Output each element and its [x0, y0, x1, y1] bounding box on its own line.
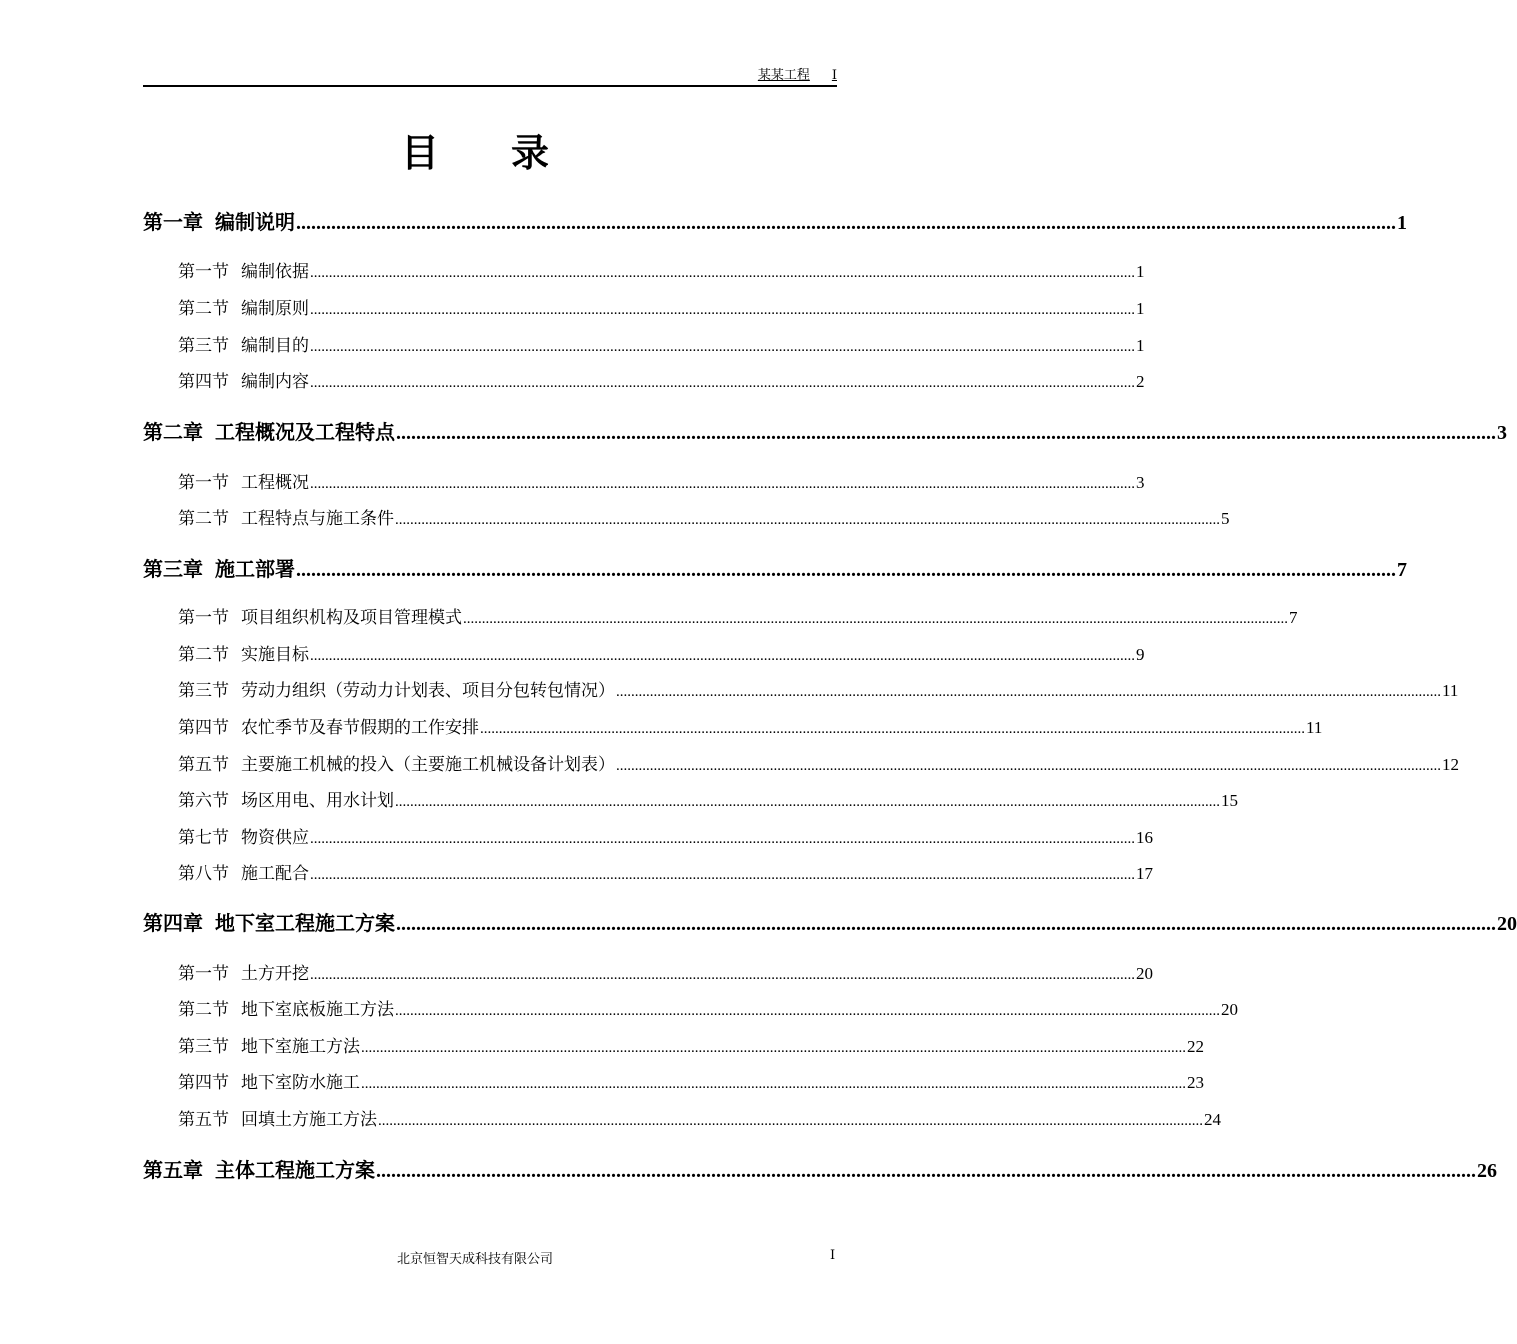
toc-entry-page: 15	[1221, 791, 1238, 810]
toc-entry-page: 26	[1477, 1160, 1497, 1182]
toc-leader-dots: ............................................................................................................................................................................................................................	[310, 375, 1135, 391]
toc-entry-section[interactable]	[143, 259, 1145, 285]
toc-entry-label	[178, 506, 394, 532]
toc-entry-chapter-1[interactable]	[143, 207, 1407, 237]
toc-leader-dots: ............................................................................................................................................................................................................................	[361, 1076, 1186, 1092]
toc-entry-page: 1	[1136, 336, 1145, 355]
toc-entry-title: 工程概况	[241, 473, 309, 493]
toc-entry-title: 编制内容	[241, 372, 309, 392]
toc-entry-section[interactable]	[143, 715, 1323, 741]
toc-entry-label	[178, 752, 615, 778]
toc-entry-title: 编制原则	[241, 299, 309, 319]
toc-entry-label	[178, 296, 309, 322]
toc-entry-page: 1	[1136, 262, 1145, 281]
toc-entry-title: 物资供应	[241, 828, 309, 848]
toc-entry-label	[178, 861, 309, 887]
toc-entry-title: 土方开挖	[241, 964, 309, 984]
toc-entry-number: 第三节	[178, 336, 229, 356]
toc-entry-section[interactable]	[143, 788, 1238, 814]
toc-leader-dots: ............................................................................................................................................................................................................................	[616, 758, 1441, 774]
toc-entry-number: 第四节	[178, 372, 229, 392]
toc-entry-page: 20	[1221, 1000, 1238, 1019]
toc-entry-section[interactable]	[143, 997, 1238, 1023]
toc-entry-title: 地下室工程施工方案	[215, 911, 395, 935]
toc-entry-label	[178, 997, 394, 1023]
toc-entry-title: 农忙季节及春节假期的工作安排	[241, 718, 479, 738]
toc-entry-label	[178, 961, 309, 987]
toc-entry-page: 1	[1397, 212, 1407, 234]
toc-entry-title: 编制目的	[241, 336, 309, 356]
toc-entry-title: 地下室防水施工	[241, 1073, 360, 1093]
toc-entry-label	[178, 333, 309, 359]
toc-entry-section[interactable]	[143, 752, 1459, 778]
toc-leader-dots: ............................................................................................................................................................................................................................	[361, 1040, 1186, 1056]
toc-entry-page: 22	[1187, 1037, 1204, 1056]
toc-entry-page: 23	[1187, 1073, 1204, 1092]
toc-entry-title: 劳动力组织（劳动力计划表、项目分包转包情况）	[241, 681, 615, 701]
toc-leader-dots: ............................................................................................................................................................................................................................	[310, 867, 1135, 883]
toc-entry-page: 1	[1136, 299, 1145, 318]
toc-leader-dots: ............................................................................................................................................................................................................................	[296, 559, 1396, 581]
toc-entry-label	[178, 1034, 360, 1060]
toc-entry-page: 7	[1289, 608, 1298, 627]
toc-entry-section[interactable]	[143, 825, 1153, 851]
toc-entry-title: 地下室施工方法	[241, 1037, 360, 1057]
toc-entry-title: 实施目标	[241, 645, 309, 665]
toc-leader-dots: ............................................................................................................................................................................................................................	[396, 422, 1496, 444]
toc-leader-dots: ............................................................................................................................................................................................................................	[395, 1003, 1220, 1019]
toc-entry-section[interactable]	[143, 369, 1145, 395]
toc-entry-title: 主要施工机械的投入（主要施工机械设备计划表）	[241, 755, 615, 775]
toc-entry-page: 17	[1136, 864, 1153, 883]
toc-entry-section[interactable]	[143, 470, 1145, 496]
toc-entry-page: 5	[1221, 509, 1230, 528]
header-text	[758, 68, 837, 83]
toc-entry-chapter-2[interactable]	[143, 417, 1507, 447]
toc-entry-label	[178, 788, 394, 814]
toc-entry-section[interactable]	[143, 642, 1145, 668]
toc-entry-number: 第五节	[178, 755, 229, 775]
toc-entry-label	[178, 678, 615, 704]
toc-entry-title: 场区用电、用水计划	[241, 791, 394, 811]
toc-entry-label	[178, 470, 309, 496]
toc-entry-label	[178, 825, 309, 851]
toc-entry-section[interactable]	[143, 333, 1145, 359]
toc-entry-title: 工程特点与施工条件	[241, 509, 394, 529]
toc-entry-number: 第四节	[178, 1073, 229, 1093]
toc-leader-dots: ............................................................................................................................................................................................................................	[310, 302, 1135, 318]
toc-entry-title: 地下室底板施工方法	[241, 1000, 394, 1020]
toc-entry-section[interactable]	[143, 961, 1153, 987]
header-page-number: I	[831, 68, 837, 83]
toc-leader-dots: ............................................................................................................................................................................................................................	[463, 611, 1288, 627]
toc-entry-section[interactable]	[143, 605, 1298, 631]
toc-entry-number: 第三章	[143, 557, 203, 581]
footer-page-number: I	[830, 1248, 836, 1263]
toc-entry-page: 11	[1306, 718, 1323, 737]
toc-leader-dots: ............................................................................................................................................................................................................................	[376, 1160, 1476, 1182]
toc-entry-title: 工程概况及工程特点	[215, 420, 395, 444]
toc-entry-label	[178, 605, 462, 631]
toc-entry-section[interactable]	[143, 1070, 1204, 1096]
toc-leader-dots: ............................................................................................................................................................................................................................	[395, 794, 1220, 810]
toc-entry-page: 11	[1442, 681, 1459, 700]
toc-leader-dots: ............................................................................................................................................................................................................................	[310, 265, 1135, 281]
toc-leader-dots: ............................................................................................................................................................................................................................	[296, 212, 1396, 234]
toc-entry-title: 项目组织机构及项目管理模式	[241, 608, 462, 628]
toc-entry-number: 第二节	[178, 299, 229, 319]
toc-entry-label	[143, 554, 295, 584]
toc-leader-dots: ............................................................................................................................................................................................................................	[396, 913, 1496, 935]
toc-entry-number: 第六节	[178, 791, 229, 811]
toc-entry-page: 24	[1204, 1110, 1221, 1129]
toc-entry-title: 施工配合	[241, 864, 309, 884]
toc-entry-section[interactable]	[143, 1034, 1204, 1060]
toc-entry-page: 12	[1442, 755, 1459, 774]
toc-entry-label	[178, 1107, 377, 1133]
toc-entry-number: 第二章	[143, 420, 203, 444]
toc-entry-number: 第一节	[178, 262, 229, 282]
toc-entry-number: 第五节	[178, 1110, 229, 1130]
toc-entry-number: 第一节	[178, 608, 229, 628]
toc-leader-dots: ............................................................................................................................................................................................................................	[310, 476, 1135, 492]
toc-entry-number: 第三节	[178, 681, 229, 701]
toc-entry-page: 7	[1397, 559, 1407, 581]
page-title: 目录	[400, 131, 621, 175]
toc-entry-label	[178, 1070, 360, 1096]
toc-entry-label	[178, 715, 479, 741]
toc-entry-chapter-5[interactable]	[143, 1155, 1497, 1185]
toc-entry-section[interactable]	[143, 678, 1459, 704]
toc-entry-label	[143, 1155, 375, 1185]
page-header	[143, 68, 837, 87]
toc-entry-section[interactable]	[143, 296, 1145, 322]
header-project-name: 某某工程	[757, 68, 810, 83]
toc-entry-title: 主体工程施工方案	[215, 1158, 375, 1182]
toc-entry-page: 3	[1136, 473, 1145, 492]
toc-entry-section[interactable]	[143, 506, 1230, 532]
toc-entry-label	[143, 417, 395, 447]
toc-leader-dots: ............................................................................................................................................................................................................................	[310, 967, 1135, 983]
toc-leader-dots: ............................................................................................................................................................................................................................	[310, 339, 1135, 355]
toc-entry-label	[143, 207, 295, 237]
toc-entry-label	[178, 642, 309, 668]
toc-entry-number: 第三节	[178, 1037, 229, 1057]
toc-entry-section[interactable]	[143, 1107, 1221, 1133]
toc-entry-page: 20	[1136, 964, 1153, 983]
toc-leader-dots: ............................................................................................................................................................................................................................	[616, 684, 1441, 700]
toc-entry-label	[178, 259, 309, 285]
toc-leader-dots: ............................................................................................................................................................................................................................	[395, 512, 1220, 528]
toc-entry-page: 16	[1136, 828, 1153, 847]
toc-entry-number: 第一节	[178, 473, 229, 493]
footer-company-name: 北京恒智天成科技有限公司	[396, 1252, 553, 1267]
toc-entry-page: 2	[1136, 372, 1145, 391]
toc-entry-page: 9	[1136, 645, 1145, 664]
toc-entry-title: 编制说明	[215, 210, 295, 234]
toc-entry-page: 3	[1497, 422, 1507, 444]
toc-entry-title: 施工部署	[215, 557, 295, 581]
toc-entry-number: 第二节	[178, 1000, 229, 1020]
toc-entry-title: 回填土方施工方法	[241, 1110, 377, 1130]
toc-entry-number: 第一节	[178, 964, 229, 984]
toc-leader-dots: ............................................................................................................................................................................................................................	[310, 831, 1135, 847]
toc-entry-section[interactable]	[143, 861, 1153, 887]
toc-entry-chapter-4[interactable]	[143, 908, 1517, 938]
toc-entry-number: 第一章	[143, 210, 203, 234]
toc-entry-label	[178, 369, 309, 395]
toc-entry-number: 第八节	[178, 864, 229, 884]
toc-entry-number: 第五章	[143, 1158, 203, 1182]
toc-entry-number: 第二节	[178, 645, 229, 665]
toc-entry-number: 第二节	[178, 509, 229, 529]
toc-entry-number: 第四节	[178, 718, 229, 738]
toc-entry-page: 20	[1497, 913, 1517, 935]
toc-entry-chapter-3[interactable]	[143, 554, 1407, 584]
toc-leader-dots: ............................................................................................................................................................................................................................	[480, 721, 1305, 737]
toc-entry-label	[143, 908, 395, 938]
toc-entry-title: 编制依据	[241, 262, 309, 282]
toc-entry-number: 第四章	[143, 911, 203, 935]
toc-entry-number: 第七节	[178, 828, 229, 848]
toc-leader-dots: ............................................................................................................................................................................................................................	[378, 1113, 1203, 1129]
toc-leader-dots: ............................................................................................................................................................................................................................	[310, 648, 1135, 664]
